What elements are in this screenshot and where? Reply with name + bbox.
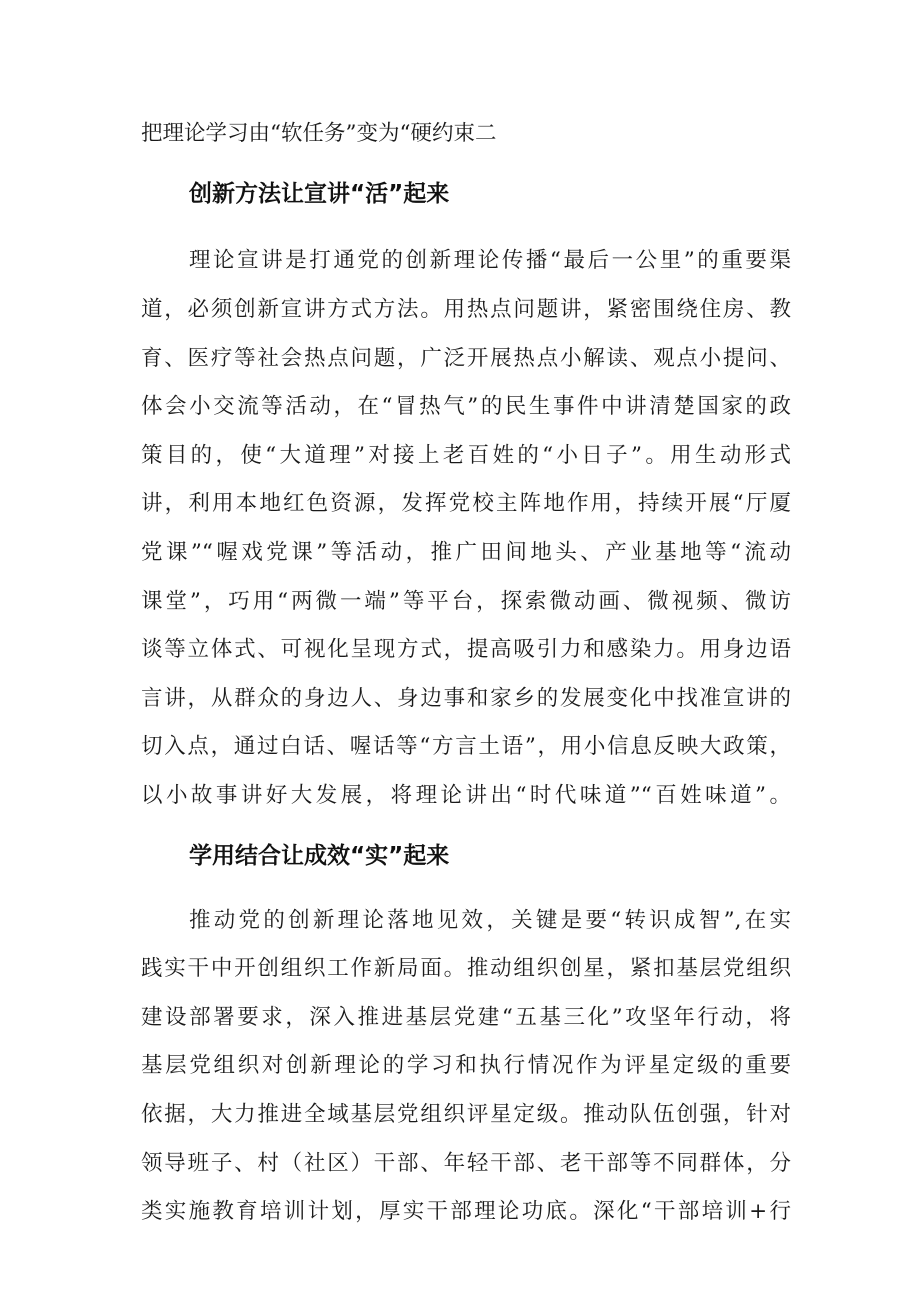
paragraph-line: 类实施教育培训计划，厚实干部理论功底。深化“干部培训+行 — [141, 1199, 791, 1224]
paragraph-line: 谈等立体式、可视化呈现方式，提高吸引力和感染力。用身边语 — [141, 637, 791, 662]
paragraph-line: 依据，大力推进全域基层党组织评星定级。推动队伍创强，针对 — [141, 1102, 791, 1127]
paragraph-line: 推动党的创新理论落地见效，关键是要“转识成智”,在实 — [189, 908, 791, 933]
paragraph-line: 建设部署要求，深入推进基层党建“五基三化”攻坚年行动，将 — [141, 1005, 791, 1030]
paragraph-line: 道，必须创新宣讲方式方法。用热点问题讲，紧密围绕住房、教 — [141, 297, 791, 322]
paragraph-line: 策目的，使“大道理”对接上老百姓的“小日子”。用生动形式 — [141, 443, 791, 468]
paragraph-line: 育、医疗等社会热点问题，广泛开展热点小解读、观点小提问、 — [141, 346, 791, 371]
paragraph-fragment-line: 把理论学习由“软任务”变为“硬约束二 — [141, 121, 497, 146]
section-heading-practice: 学用结合让成效“实”起来 — [189, 843, 450, 869]
paragraph-line: 理论宣讲是打通党的创新理论传播“最后一公里”的重要渠 — [189, 248, 791, 273]
paragraph-line: 体会小交流等活动，在“冒热气”的民生事件中讲清楚国家的政 — [141, 394, 791, 419]
paragraph-line: 党课”“喔戏党课”等活动，推广田间地头、产业基地等“流动 — [141, 540, 791, 565]
paragraph-line: 课堂”，巧用“两微一端”等平台，探索微动画、微视频、微访 — [141, 589, 791, 614]
paragraph-line: 言讲，从群众的身边人、身边事和家乡的发展变化中找准宣讲的 — [141, 686, 791, 711]
paragraph-line: 领导班子、村（社区）干部、年轻干部、老干部等不同群体，分 — [141, 1151, 791, 1176]
paragraph-line: 基层党组织对创新理论的学习和执行情况作为评星定级的重要 — [141, 1053, 791, 1078]
section-heading-innovation: 创新方法让宣讲“活”起来 — [189, 181, 450, 207]
paragraph-line: 践实干中开创组织工作新局面。推动组织创星，紧扣基层党组织 — [141, 956, 791, 981]
paragraph-line: 以小故事讲好大发展，将理论讲出“时代味道”“百姓味道”。 — [141, 783, 791, 808]
paragraph-line: 讲，利用本地红色资源，发挥党校主阵地作用，持续开展“厅厦 — [141, 491, 791, 516]
paragraph-line: 切入点，通过白话、喔话等“方言土语”，用小信息反映大政策， — [141, 734, 791, 759]
